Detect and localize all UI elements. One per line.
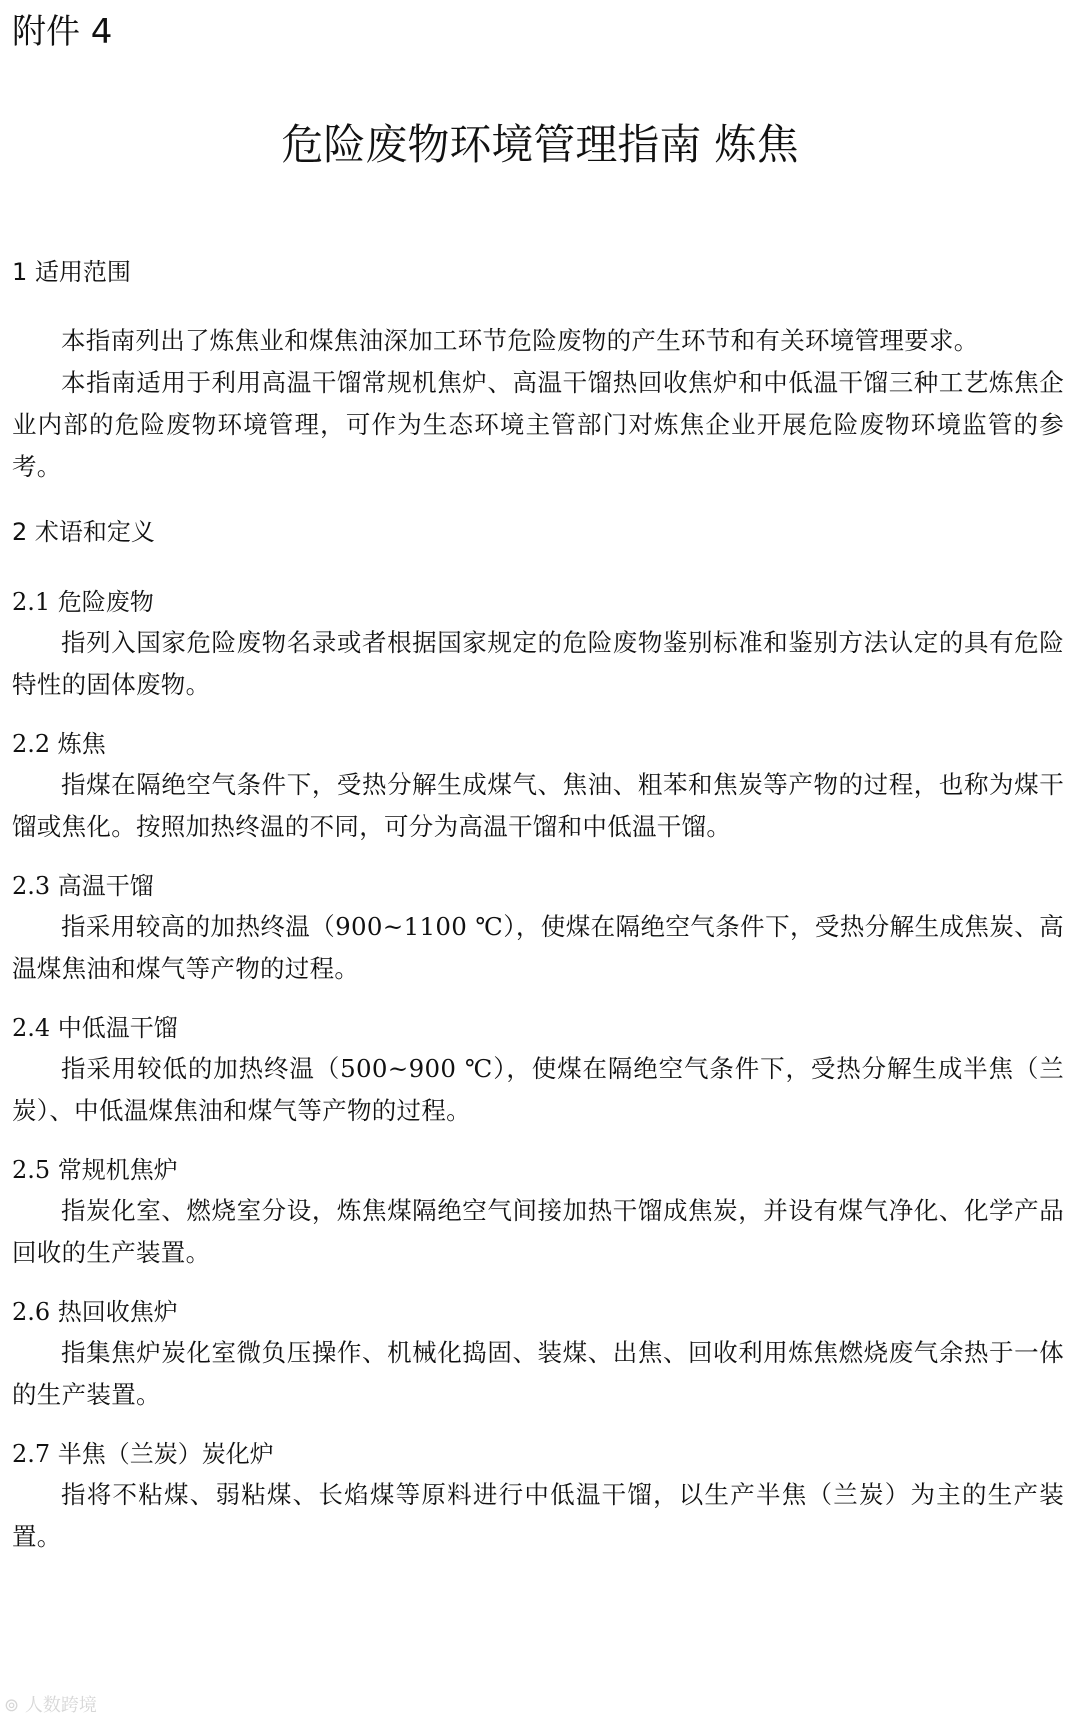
watermark <box>4 1694 97 1718</box>
term-definition-semi-coke-furnace: 指将不粘煤、弱粘煤、长焰煤等原料进行中低温干馏，以生产半焦（兰炭）为主的生产装置。 <box>12 1480 1064 1551</box>
term-heading-hazardous-waste: 2.1 危险废物 <box>12 588 154 616</box>
term-heading-conventional-coke-oven: 2.5 常规机焦炉 <box>12 1156 178 1184</box>
term-definition-hazardous-waste: 指列入国家危险废物名录或者根据国家规定的危险废物鉴别标准和鉴别方法认定的具有危险特性的固体废物。 <box>12 628 1064 699</box>
term-heading-high-temp-carbonization: 2.3 高温干馏 <box>12 872 154 900</box>
term-heading-semi-coke-furnace: 2.7 半焦（兰炭）炭化炉 <box>12 1440 274 1468</box>
term-definition-mid-low-temp-carbonization: 指采用较低的加热终温（500~900 ℃），使煤在隔绝空气条件下，受热分解生成半焦（兰炭）、中低温煤焦油和煤气等产物的过程。 <box>12 1054 1064 1125</box>
term-definition-conventional-coke-oven: 指炭化室、燃烧室分设，炼焦煤隔绝空气间接加热干馏成焦炭，并设有煤气净化、化学产品回收的生产装置。 <box>12 1196 1064 1267</box>
section-heading-terms: 2 术语和定义 <box>12 518 155 546</box>
watermark-text: 人数跨境 <box>24 1695 97 1716</box>
section-heading-scope: 1 适用范围 <box>12 258 131 286</box>
term-heading-mid-low-temp-carbonization: 2.4 中低温干馏 <box>12 1014 178 1042</box>
scope-paragraph-2: 本指南适用于利用高温干馏常规机焦炉、高温干馏热回收焦炉和中低温干馏三种工艺炼焦企业内部的危险废物环境管理，可作为生态环境主管部门对炼焦企业开展危险废物环境监管的参考。 <box>12 368 1064 481</box>
term-definition-coking: 指煤在隔绝空气条件下，受热分解生成煤气、焦油、粗苯和焦炭等产物的过程，也称为煤干馏或焦化。按照加热终温的不同，可分为高温干馏和中低温干馏。 <box>12 770 1064 841</box>
term-definition-high-temp-carbonization: 指采用较高的加热终温（900~1100 ℃），使煤在隔绝空气条件下，受热分解生成焦炭、高温煤焦油和煤气等产物的过程。 <box>12 912 1064 983</box>
scope-paragraph-1: 本指南列出了炼焦业和煤焦油深加工环节危险废物的产生环节和有关环境管理要求。 <box>61 326 979 355</box>
annex-label: 附件 4 <box>12 12 113 52</box>
document-title: 危险废物环境管理指南 炼焦 <box>281 120 799 169</box>
term-heading-heat-recovery-coke-oven: 2.6 热回收焦炉 <box>12 1298 178 1326</box>
watermark-icon: ⊚ <box>4 1695 20 1716</box>
term-heading-coking: 2.2 炼焦 <box>12 730 106 758</box>
term-definition-heat-recovery-coke-oven: 指集焦炉炭化室微负压操作、机械化捣固、装煤、出焦、回收利用炼焦燃烧废气余热于一体的生产装置。 <box>12 1338 1064 1409</box>
